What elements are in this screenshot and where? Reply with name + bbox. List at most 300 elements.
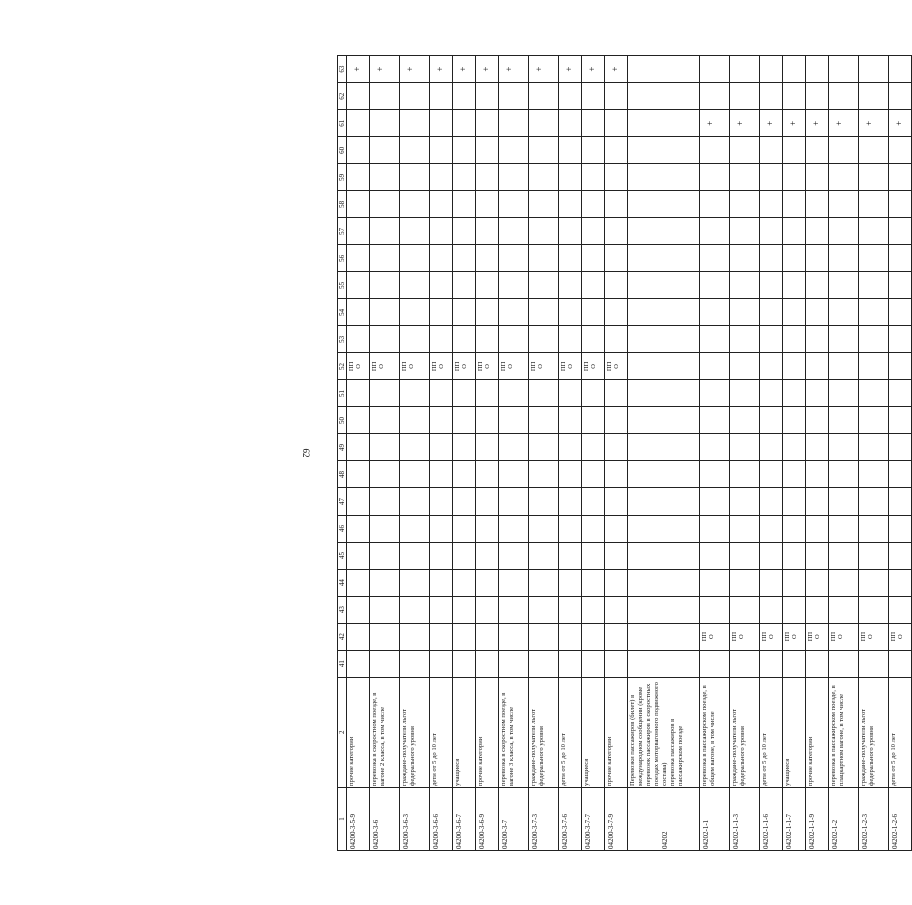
empty-cell: [730, 299, 760, 326]
empty-cell: [730, 515, 760, 542]
plus-mark-col-61: [430, 110, 453, 137]
empty-cell: [700, 83, 730, 110]
empty-cell: [582, 83, 605, 110]
empty-cell: [453, 515, 476, 542]
empty-cell: [347, 83, 370, 110]
empty-cell: [829, 488, 859, 515]
empty-cell: [700, 515, 730, 542]
empty-cell: [430, 407, 453, 434]
empty-cell: [347, 272, 370, 299]
empty-cell: [783, 461, 806, 488]
row-description: Перевозки пассажиров (билет) в международном сообщении (кроме перевозок пассажиров в скоростных поездах моторвагонного подвижного состава) перевозка пассажиров в пассажирском поезде: [628, 677, 700, 787]
plus-mark-col-63: [628, 56, 700, 83]
document-table-wrapper: [337, 55, 904, 851]
empty-cell: [453, 218, 476, 245]
empty-cell: [559, 569, 582, 596]
empty-cell: [605, 515, 628, 542]
empty-cell: [400, 407, 430, 434]
empty-cell: [476, 380, 499, 407]
empty-cell: [430, 542, 453, 569]
empty-cell: [430, 191, 453, 218]
row-description: учащиеся: [582, 677, 605, 787]
column-header-51: 51: [338, 380, 347, 407]
empty-cell: [499, 407, 529, 434]
empty-cell: [628, 245, 700, 272]
empty-cell: [829, 299, 859, 326]
code-mark-col-52: ПП О: [529, 353, 559, 380]
empty-cell: [582, 650, 605, 677]
empty-cell: [582, 299, 605, 326]
plus-mark-col-61: +: [859, 110, 889, 137]
empty-cell: [783, 650, 806, 677]
empty-cell: [529, 515, 559, 542]
plus-mark-col-63: +: [499, 56, 529, 83]
empty-cell: [499, 299, 529, 326]
empty-cell: [370, 380, 400, 407]
empty-cell: [889, 380, 912, 407]
empty-cell: [829, 542, 859, 569]
column-header-46: 46: [338, 515, 347, 542]
empty-cell: [700, 407, 730, 434]
plus-mark-col-63: +: [370, 56, 400, 83]
code-mark-col-42: ПП О: [889, 623, 912, 650]
empty-cell: [582, 596, 605, 623]
column-header-47: 47: [338, 488, 347, 515]
empty-cell: [476, 515, 499, 542]
table-row: [430, 56, 453, 851]
empty-cell: [529, 569, 559, 596]
empty-cell: [628, 515, 700, 542]
empty-cell: [529, 488, 559, 515]
empty-cell: [889, 164, 912, 191]
empty-cell: [529, 245, 559, 272]
empty-cell: [430, 650, 453, 677]
empty-cell: [628, 380, 700, 407]
empty-cell: [605, 137, 628, 164]
empty-cell: [559, 461, 582, 488]
row-code: 04200-3-7-6: [559, 787, 582, 850]
empty-cell: [370, 137, 400, 164]
empty-cell: [559, 542, 582, 569]
empty-cell: [806, 569, 829, 596]
empty-cell: [859, 299, 889, 326]
empty-cell: [499, 434, 529, 461]
column-header-44: 44: [338, 569, 347, 596]
plus-mark-col-61: +: [829, 110, 859, 137]
code-mark-col-52: ПП О: [605, 353, 628, 380]
empty-cell: [430, 245, 453, 272]
row-code: 04200-3-6-6: [430, 787, 453, 850]
code-mark-col-52: [628, 353, 700, 380]
empty-cell: [859, 137, 889, 164]
empty-cell: [859, 434, 889, 461]
empty-cell: [605, 83, 628, 110]
empty-cell: [829, 461, 859, 488]
row-code: 04202-1-2: [829, 787, 859, 850]
empty-cell: [783, 137, 806, 164]
code-mark-col-42: [628, 623, 700, 650]
plus-mark-col-63: +: [559, 56, 582, 83]
code-mark-col-52: [730, 353, 760, 380]
empty-cell: [760, 650, 783, 677]
plus-mark-col-61: [476, 110, 499, 137]
empty-cell: [783, 245, 806, 272]
plus-mark-col-61: +: [806, 110, 829, 137]
empty-cell: [700, 164, 730, 191]
empty-cell: [806, 596, 829, 623]
empty-cell: [370, 461, 400, 488]
empty-cell: [806, 650, 829, 677]
empty-cell: [476, 488, 499, 515]
row-code: 04202-1-1-7: [783, 787, 806, 850]
empty-cell: [370, 650, 400, 677]
plus-mark-col-63: [806, 56, 829, 83]
empty-cell: [400, 569, 430, 596]
empty-cell: [499, 515, 529, 542]
empty-cell: [499, 461, 529, 488]
empty-cell: [783, 83, 806, 110]
empty-cell: [700, 191, 730, 218]
plus-mark-col-63: +: [476, 56, 499, 83]
empty-cell: [829, 650, 859, 677]
empty-cell: [476, 542, 499, 569]
empty-cell: [783, 272, 806, 299]
empty-cell: [370, 83, 400, 110]
empty-cell: [476, 596, 499, 623]
empty-cell: [628, 488, 700, 515]
empty-cell: [730, 83, 760, 110]
empty-cell: [605, 434, 628, 461]
empty-cell: [430, 164, 453, 191]
empty-cell: [370, 191, 400, 218]
empty-cell: [605, 569, 628, 596]
empty-cell: [559, 488, 582, 515]
empty-cell: [453, 164, 476, 191]
table-row: [806, 56, 829, 851]
empty-cell: [453, 191, 476, 218]
column-header-2: 2: [338, 677, 347, 787]
empty-cell: [628, 596, 700, 623]
empty-cell: [430, 326, 453, 353]
plus-mark-col-61: [453, 110, 476, 137]
empty-cell: [783, 218, 806, 245]
row-description: граждане-получатели льгот федерального уровня: [730, 677, 760, 787]
empty-cell: [582, 515, 605, 542]
empty-cell: [529, 380, 559, 407]
row-code: 04200-3-6: [370, 787, 400, 850]
empty-cell: [430, 137, 453, 164]
empty-cell: [476, 191, 499, 218]
empty-cell: [628, 569, 700, 596]
empty-cell: [859, 326, 889, 353]
empty-cell: [453, 461, 476, 488]
empty-cell: [628, 434, 700, 461]
empty-cell: [628, 272, 700, 299]
code-mark-col-52: [806, 353, 829, 380]
code-mark-col-42: ПП О: [806, 623, 829, 650]
row-code: 04202-1-1-6: [760, 787, 783, 850]
code-mark-col-52: ПП О: [400, 353, 430, 380]
column-header-54: 54: [338, 299, 347, 326]
row-code: 04202: [628, 787, 700, 850]
table-row: [582, 56, 605, 851]
empty-cell: [559, 218, 582, 245]
empty-cell: [700, 434, 730, 461]
empty-cell: [453, 488, 476, 515]
empty-cell: [400, 164, 430, 191]
row-code: 04202-1-2-3: [859, 787, 889, 850]
empty-cell: [400, 461, 430, 488]
empty-cell: [806, 380, 829, 407]
row-description: граждане-получатели льгот федерального уровня: [400, 677, 430, 787]
row-description: граждане-получатели льгот федерального уровня: [529, 677, 559, 787]
empty-cell: [760, 83, 783, 110]
empty-cell: [829, 407, 859, 434]
plus-mark-col-63: +: [453, 56, 476, 83]
plus-mark-col-63: +: [347, 56, 370, 83]
empty-cell: [730, 407, 760, 434]
plus-mark-col-63: [760, 56, 783, 83]
empty-cell: [347, 542, 370, 569]
row-description: прочие категории: [347, 677, 370, 787]
empty-cell: [730, 218, 760, 245]
empty-cell: [700, 461, 730, 488]
empty-cell: [700, 137, 730, 164]
empty-cell: [499, 650, 529, 677]
empty-cell: [347, 164, 370, 191]
empty-cell: [476, 650, 499, 677]
empty-cell: [529, 272, 559, 299]
empty-cell: [829, 191, 859, 218]
empty-cell: [370, 272, 400, 299]
table-row: [559, 56, 582, 851]
empty-cell: [859, 272, 889, 299]
empty-cell: [559, 596, 582, 623]
empty-cell: [859, 191, 889, 218]
code-mark-col-52: [859, 353, 889, 380]
empty-cell: [859, 407, 889, 434]
row-description: дети от 5 до 10 лет: [760, 677, 783, 787]
table-row: [529, 56, 559, 851]
empty-cell: [529, 434, 559, 461]
empty-cell: [347, 461, 370, 488]
empty-cell: [730, 650, 760, 677]
empty-cell: [859, 245, 889, 272]
empty-cell: [453, 380, 476, 407]
empty-cell: [370, 569, 400, 596]
empty-cell: [829, 272, 859, 299]
empty-cell: [760, 488, 783, 515]
empty-cell: [859, 218, 889, 245]
empty-cell: [476, 299, 499, 326]
empty-cell: [370, 299, 400, 326]
row-description: перевозка в пассажирском поезде, в общем вагоне, в том числе: [700, 677, 730, 787]
column-header-1: 1: [338, 787, 347, 850]
empty-cell: [347, 407, 370, 434]
empty-cell: [700, 380, 730, 407]
column-header-43: 43: [338, 596, 347, 623]
empty-cell: [760, 299, 783, 326]
code-mark-col-42: [499, 623, 529, 650]
empty-cell: [889, 299, 912, 326]
empty-cell: [582, 191, 605, 218]
empty-cell: [453, 272, 476, 299]
empty-cell: [347, 245, 370, 272]
empty-cell: [529, 542, 559, 569]
row-description: граждане-получатели льгот федерального уровня: [859, 677, 889, 787]
empty-cell: [783, 488, 806, 515]
empty-cell: [347, 299, 370, 326]
plus-mark-col-63: +: [582, 56, 605, 83]
empty-cell: [730, 569, 760, 596]
empty-cell: [347, 488, 370, 515]
empty-cell: [400, 434, 430, 461]
empty-cell: [499, 569, 529, 596]
empty-cell: [730, 596, 760, 623]
empty-cell: [453, 137, 476, 164]
empty-cell: [605, 488, 628, 515]
empty-cell: [370, 407, 400, 434]
row-code: 04200-3-6-7: [453, 787, 476, 850]
row-description: учащиеся: [783, 677, 806, 787]
empty-cell: [829, 164, 859, 191]
row-code: 04202-1-1-9: [806, 787, 829, 850]
empty-cell: [582, 326, 605, 353]
plus-mark-col-61: +: [783, 110, 806, 137]
empty-cell: [730, 164, 760, 191]
empty-cell: [889, 245, 912, 272]
plus-mark-col-63: [700, 56, 730, 83]
empty-cell: [829, 137, 859, 164]
empty-cell: [529, 596, 559, 623]
empty-cell: [499, 596, 529, 623]
empty-cell: [400, 488, 430, 515]
code-mark-col-42: ПП О: [730, 623, 760, 650]
empty-cell: [889, 218, 912, 245]
empty-cell: [430, 461, 453, 488]
code-mark-col-52: ПП О: [453, 353, 476, 380]
empty-cell: [760, 434, 783, 461]
empty-cell: [400, 515, 430, 542]
column-header-49: 49: [338, 434, 347, 461]
empty-cell: [370, 326, 400, 353]
empty-cell: [400, 245, 430, 272]
column-header-42: 42: [338, 623, 347, 650]
empty-cell: [529, 326, 559, 353]
empty-cell: [829, 245, 859, 272]
empty-cell: [889, 542, 912, 569]
empty-cell: [760, 272, 783, 299]
empty-cell: [529, 164, 559, 191]
code-mark-col-42: ПП О: [760, 623, 783, 650]
plus-mark-col-63: [889, 56, 912, 83]
empty-cell: [730, 326, 760, 353]
empty-cell: [559, 299, 582, 326]
empty-cell: [783, 542, 806, 569]
empty-cell: [783, 515, 806, 542]
empty-cell: [859, 596, 889, 623]
empty-cell: [559, 245, 582, 272]
empty-cell: [430, 434, 453, 461]
column-header-50: 50: [338, 407, 347, 434]
empty-cell: [400, 191, 430, 218]
empty-cell: [400, 83, 430, 110]
column-header-61: 61: [338, 110, 347, 137]
empty-cell: [476, 83, 499, 110]
empty-cell: [559, 434, 582, 461]
code-mark-col-52: ПП О: [370, 353, 400, 380]
empty-cell: [582, 164, 605, 191]
empty-cell: [499, 137, 529, 164]
empty-cell: [499, 83, 529, 110]
empty-cell: [760, 596, 783, 623]
empty-cell: [628, 461, 700, 488]
empty-cell: [529, 218, 559, 245]
empty-cell: [783, 569, 806, 596]
empty-cell: [783, 434, 806, 461]
empty-cell: [476, 272, 499, 299]
page-number: 62: [301, 448, 311, 458]
empty-cell: [628, 191, 700, 218]
code-mark-col-52: ПП О: [430, 353, 453, 380]
empty-cell: [499, 272, 529, 299]
empty-cell: [628, 218, 700, 245]
empty-cell: [476, 569, 499, 596]
table-row: [859, 56, 889, 851]
empty-cell: [730, 488, 760, 515]
table-row: [700, 56, 730, 851]
empty-cell: [453, 650, 476, 677]
empty-cell: [430, 380, 453, 407]
code-mark-col-42: ПП О: [783, 623, 806, 650]
empty-cell: [347, 218, 370, 245]
empty-cell: [347, 434, 370, 461]
empty-cell: [806, 245, 829, 272]
plus-mark-col-63: +: [529, 56, 559, 83]
empty-cell: [605, 542, 628, 569]
empty-cell: [400, 650, 430, 677]
code-mark-col-42: [529, 623, 559, 650]
empty-cell: [430, 272, 453, 299]
empty-cell: [859, 569, 889, 596]
empty-cell: [760, 191, 783, 218]
table-row: [453, 56, 476, 851]
empty-cell: [370, 245, 400, 272]
empty-cell: [499, 488, 529, 515]
empty-cell: [559, 380, 582, 407]
plus-mark-col-63: +: [430, 56, 453, 83]
empty-cell: [605, 272, 628, 299]
empty-cell: [628, 650, 700, 677]
plus-mark-col-63: [783, 56, 806, 83]
empty-cell: [453, 407, 476, 434]
empty-cell: [370, 596, 400, 623]
empty-cell: [559, 272, 582, 299]
empty-cell: [859, 380, 889, 407]
empty-cell: [889, 569, 912, 596]
empty-cell: [889, 488, 912, 515]
row-description: перевозка в скоростном поезде, в вагоне 3 класса, в том числе: [499, 677, 529, 787]
table-row: [783, 56, 806, 851]
empty-cell: [476, 164, 499, 191]
empty-cell: [347, 380, 370, 407]
row-code: 04200-3-6-3: [400, 787, 430, 850]
empty-cell: [806, 434, 829, 461]
empty-cell: [859, 164, 889, 191]
empty-cell: [605, 299, 628, 326]
empty-cell: [347, 137, 370, 164]
empty-cell: [370, 542, 400, 569]
